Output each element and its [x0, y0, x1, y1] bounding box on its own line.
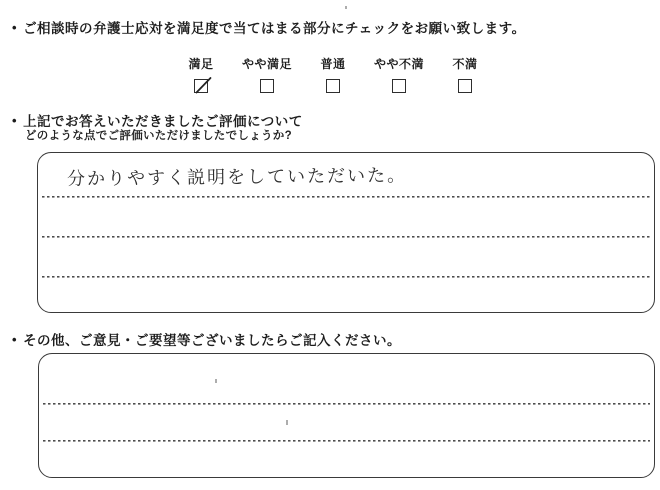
rating-checkbox-yaya-manzoku[interactable] — [260, 79, 274, 93]
satisfaction-question-heading — [12, 17, 526, 37]
writing-guide-line — [43, 403, 650, 405]
rating-option-futsuu — [300, 55, 366, 93]
writing-guide-line — [43, 440, 650, 442]
other-comments-answer-box[interactable] — [38, 353, 655, 478]
rating-label-yaya-fuman: やや不満 — [373, 57, 424, 71]
checkmark-icon — [193, 76, 213, 96]
rating-label-futsuu: 普通 — [320, 57, 346, 71]
scan-speck — [215, 379, 217, 383]
evaluation-detail-text: 上記でお答えいただきましたご評価について — [23, 114, 303, 129]
scan-speck — [345, 6, 347, 9]
evaluation-answer-box[interactable] — [37, 152, 655, 313]
satisfaction-question-text: ご相談時の弁護士応対を満足度で当てはまる部分にチェックをお願い致します。 — [23, 21, 526, 36]
evaluation-detail-subheading: どのような点でご評価いただけましたでしょうか? — [25, 130, 292, 142]
rating-option-yaya-manzoku — [234, 55, 300, 93]
scan-speck — [286, 420, 288, 425]
writing-guide-line — [42, 196, 650, 198]
rating-label-yaya-manzoku: やや満足 — [241, 57, 292, 71]
rating-checkbox-fuman[interactable] — [458, 79, 472, 93]
rating-option-yaya-fuman — [366, 55, 432, 93]
writing-guide-line — [42, 236, 650, 238]
handwritten-answer: 分かりやすく説明をしていただいた。 — [66, 165, 408, 189]
rating-scale — [168, 55, 498, 93]
bullet-icon: • — [12, 332, 18, 347]
rating-label-manzoku: 満足 — [188, 57, 214, 71]
bullet-icon: • — [12, 20, 18, 35]
other-comments-text: その他、ご意見・ご要望等ございましたらご記入ください。 — [23, 333, 402, 348]
rating-label-fuman: 不満 — [452, 57, 478, 71]
rating-option-fuman — [432, 55, 498, 93]
rating-checkbox-manzoku[interactable] — [194, 79, 208, 93]
rating-checkbox-yaya-fuman[interactable] — [392, 79, 406, 93]
other-comments-heading — [12, 329, 401, 349]
rating-option-manzoku — [168, 55, 234, 93]
bullet-icon: • — [12, 113, 18, 128]
writing-guide-line — [42, 276, 650, 278]
rating-checkbox-futsuu[interactable] — [326, 79, 340, 93]
